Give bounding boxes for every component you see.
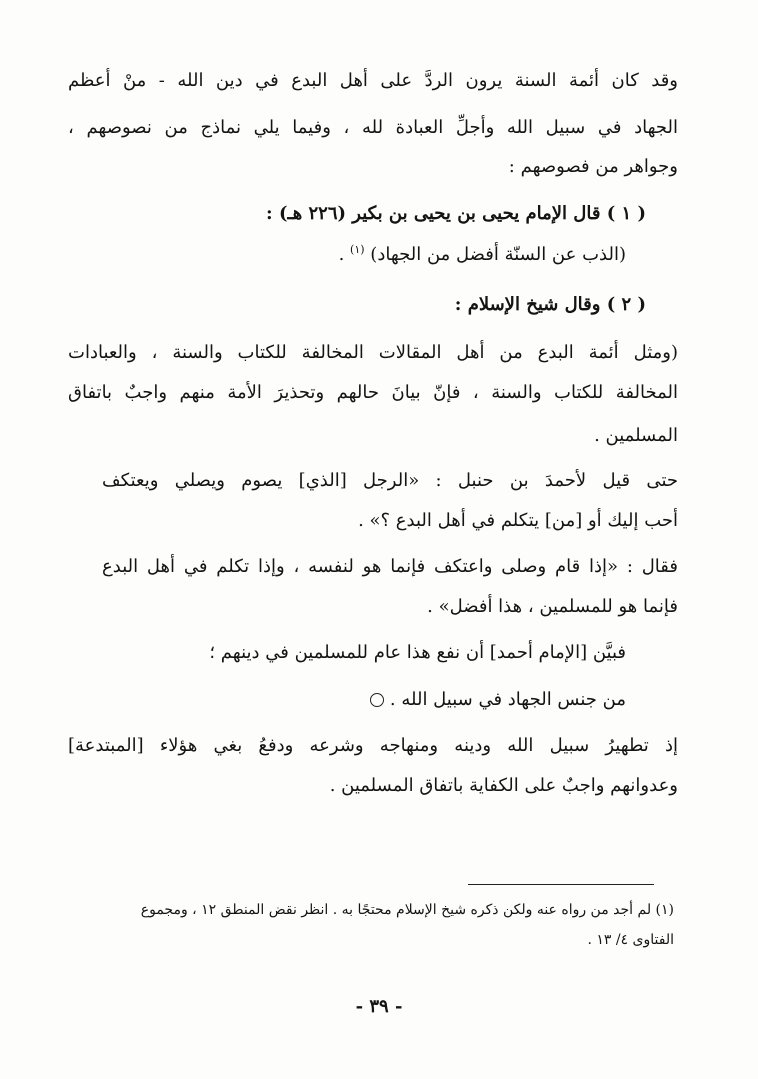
page-number: - ٣٩ -: [355, 996, 403, 1017]
s2-para5-line-2: وعدوانهم واجبٌ على الكفاية باتفاق المسلمين .: [329, 775, 678, 796]
s2-para5-line-1: إذ تطهيرُ سبيل الله ودينه ومنهاجه وشرعه ودفعُ بغي هؤلاء [المبتدعة]: [68, 735, 678, 756]
s2-para1-line-2: المخالفة للكتاب والسنة ، فإنّ بيانَ حالهم وتحذيرَ الأمة منهم واجبٌ باتفاق: [68, 382, 678, 403]
intro-line-2: الجهاد في سبيل الله وأجلِّ العبادة لله ، وفيما يلي نماذج من نصوصهم ،: [68, 117, 678, 138]
intro-line-1: وقد كان أئمة السنة يرون الردَّ على أهل البدع في دين الله - منْ أعظم: [68, 70, 678, 91]
quote-text: (الذب عن السنّة أفضل من الجهاد): [370, 244, 626, 265]
footnote-separator: [468, 884, 654, 885]
bullet-text: من جنس الجهاد في سبيل الله .: [389, 689, 626, 710]
bullet-item: [364, 685, 626, 715]
footnote-line-1: (١) لم أجد من رواه عنه ولكن ذكره شيخ الإسلام محتجًا به . انظر نقض المنطق ١٢ ، ومجموع: [140, 902, 674, 918]
s2-para1-line-3: المسلمين .: [594, 425, 678, 446]
intro-line-3: وجواهر من فصوصهم :: [508, 156, 678, 177]
s2-para2-line-1: حتى قيل لأحمدَ بن حنبل : «الرجل [الذي] يصوم ويصلي ويعتكف: [102, 470, 678, 491]
s2-para1-line-1: (ومثل أئمة البدع من أهل المقالات المخالفة للكتاب والسنة ، والعبادات: [68, 342, 678, 363]
section-1-quote: [339, 240, 626, 270]
s2-para2-line-2: أحب إليك أو [من] يتكلم في أهل البدع ؟» .: [358, 510, 678, 531]
footnote-ref-1: (١): [350, 243, 365, 256]
s2-para3-line-1: فقال : «إذا قام وصلى واعتكف فإنما هو لنفسه ، وإذا تكلم في أهل البدع: [102, 556, 678, 577]
footnote-line-2: الفتاوى ٤/ ١٣ .: [587, 932, 674, 948]
s2-para4-line-1: فبيَّن [الإمام أحمد] أن نفع هذا عام للمسلمين في دينهم ؛: [209, 642, 626, 663]
section-2-heading: ( ٢ ) وقال شيخ الإسلام :: [454, 294, 646, 315]
quote-end: .: [338, 244, 345, 265]
s2-para3-line-2: فإنما هو للمسلمين ، هذا أفضل» .: [427, 596, 678, 617]
section-1-heading: ( ١ ) قال الإمام يحيى بن يحيى بن بكير (٢٢٦ هـ) :: [266, 203, 646, 224]
circle-bullet-icon: [370, 693, 384, 707]
